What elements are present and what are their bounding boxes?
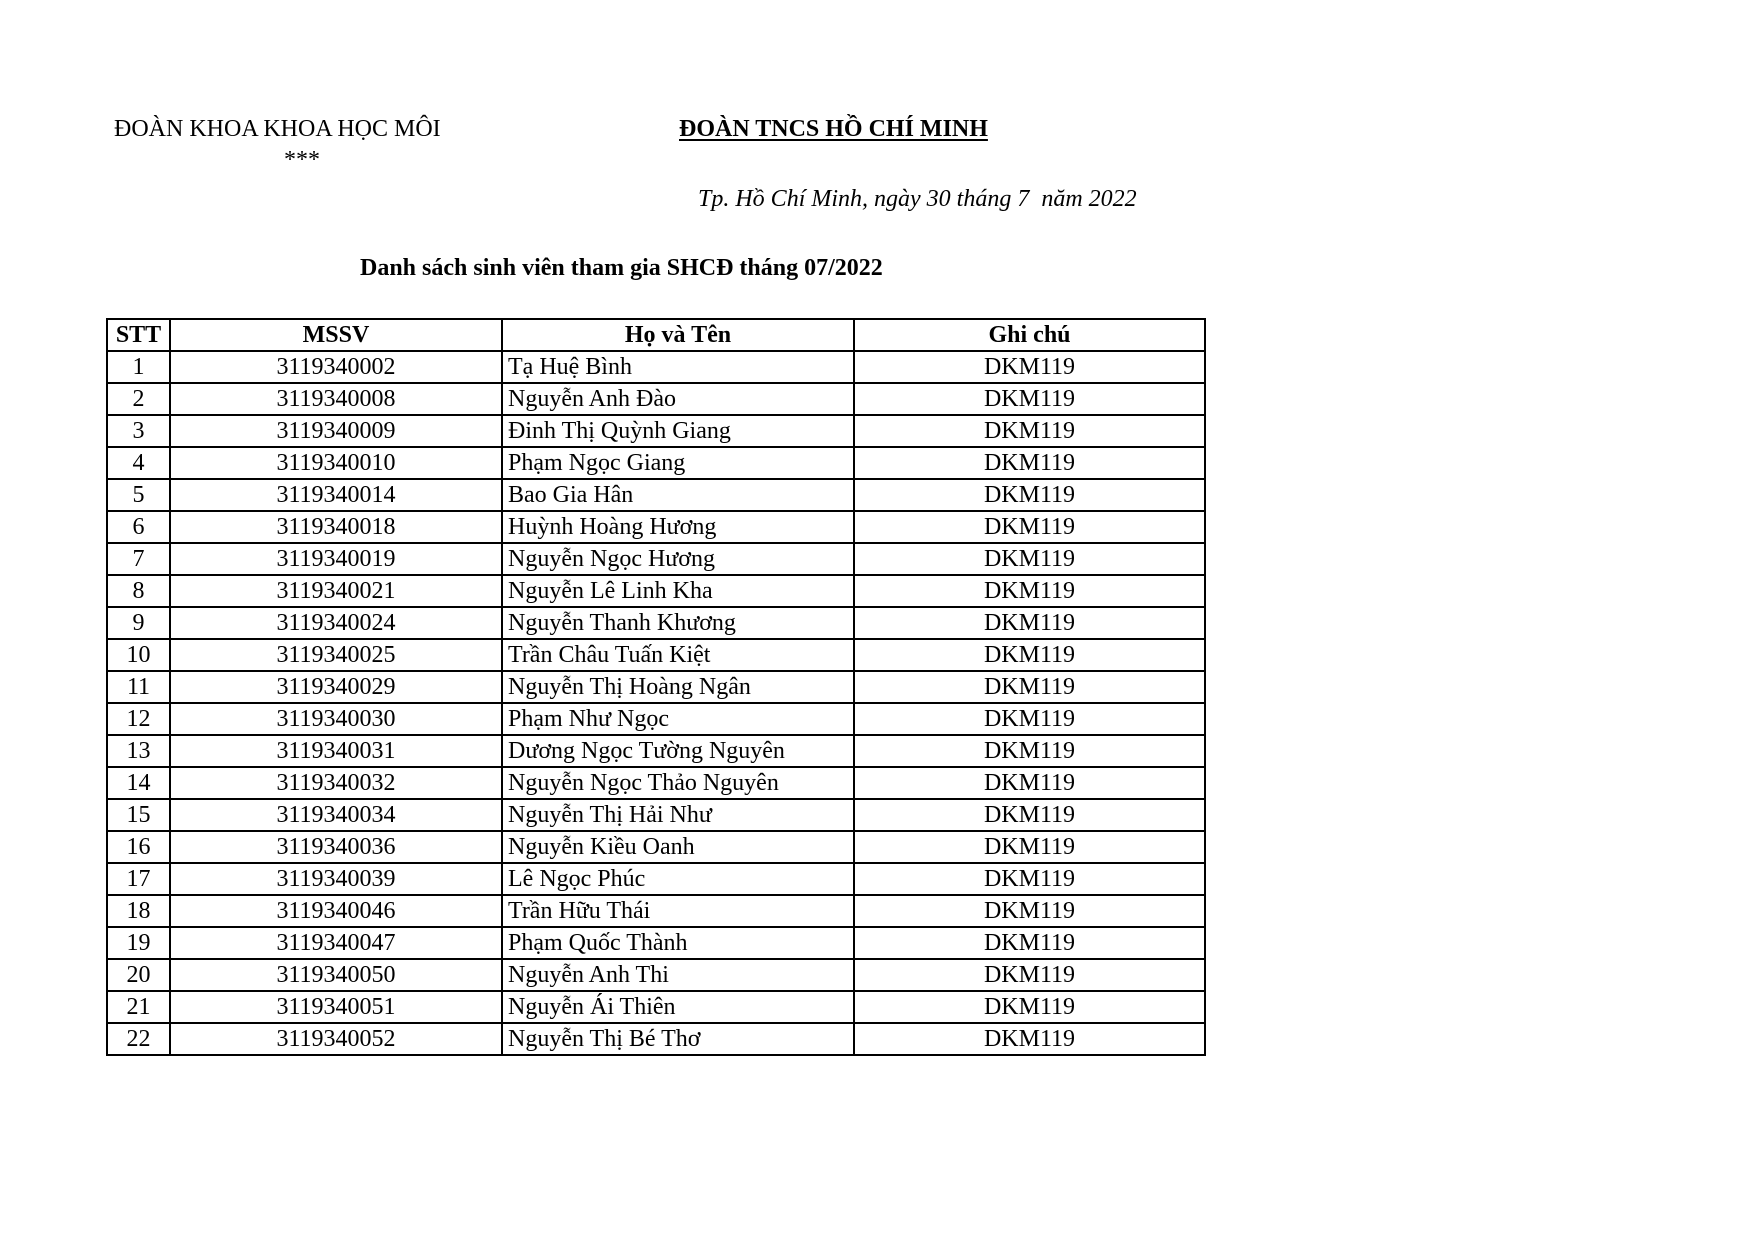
cell-name: Nguyễn Thị Bé Thơ [502, 1023, 854, 1055]
cell-mssv: 3119340047 [170, 927, 502, 959]
cell-name: Nguyễn Thị Hoàng Ngân [502, 671, 854, 703]
cell-stt: 10 [107, 639, 170, 671]
cell-name: Trần Châu Tuấn Kiệt [502, 639, 854, 671]
cell-stt: 12 [107, 703, 170, 735]
cell-note: DKM119 [854, 959, 1205, 991]
table-row [107, 543, 1205, 575]
table-row [107, 415, 1205, 447]
cell-name: Tạ Huệ Bình [502, 351, 854, 383]
table-row [107, 1023, 1205, 1055]
cell-name: Nguyễn Kiều Oanh [502, 831, 854, 863]
cell-note: DKM119 [854, 927, 1205, 959]
cell-note: DKM119 [854, 607, 1205, 639]
cell-stt: 11 [107, 671, 170, 703]
cell-mssv: 3119340031 [170, 735, 502, 767]
cell-note: DKM119 [854, 639, 1205, 671]
cell-name: Nguyễn Thanh Khương [502, 607, 854, 639]
table-row [107, 671, 1205, 703]
table-body [107, 351, 1205, 1055]
cell-stt: 1 [107, 351, 170, 383]
cell-note: DKM119 [854, 671, 1205, 703]
cell-mssv: 3119340029 [170, 671, 502, 703]
cell-mssv: 3119340032 [170, 767, 502, 799]
org-left-stars: *** [284, 147, 320, 173]
table-row [107, 639, 1205, 671]
student-list-table [106, 318, 1206, 1056]
cell-stt: 3 [107, 415, 170, 447]
header-mssv: MSSV [170, 319, 502, 351]
cell-mssv: 3119340046 [170, 895, 502, 927]
header-stt: STT [107, 319, 170, 351]
cell-mssv: 3119340014 [170, 479, 502, 511]
cell-name: Nguyễn Ngọc Thảo Nguyên [502, 767, 854, 799]
table-row [107, 479, 1205, 511]
table-row [107, 351, 1205, 383]
table-row [107, 575, 1205, 607]
cell-stt: 6 [107, 511, 170, 543]
cell-stt: 14 [107, 767, 170, 799]
table-row [107, 383, 1205, 415]
cell-name: Nguyễn Lê Linh Kha [502, 575, 854, 607]
cell-name: Bao Gia Hân [502, 479, 854, 511]
table-row [107, 895, 1205, 927]
cell-name: Nguyễn Anh Đào [502, 383, 854, 415]
cell-mssv: 3119340021 [170, 575, 502, 607]
date-line: Tp. Hồ Chí Minh, ngày 30 tháng 7 năm 2022 [698, 186, 1137, 212]
cell-stt: 22 [107, 1023, 170, 1055]
cell-mssv: 3119340034 [170, 799, 502, 831]
cell-mssv: 3119340008 [170, 383, 502, 415]
cell-stt: 20 [107, 959, 170, 991]
cell-stt: 8 [107, 575, 170, 607]
header-note: Ghi chú [854, 319, 1205, 351]
cell-stt: 5 [107, 479, 170, 511]
cell-name: Nguyễn Anh Thi [502, 959, 854, 991]
cell-stt: 16 [107, 831, 170, 863]
cell-mssv: 3119340052 [170, 1023, 502, 1055]
cell-stt: 4 [107, 447, 170, 479]
cell-stt: 2 [107, 383, 170, 415]
cell-stt: 9 [107, 607, 170, 639]
cell-name: Nguyễn Ái Thiên [502, 991, 854, 1023]
cell-stt: 15 [107, 799, 170, 831]
org-left-name: ĐOÀN KHOA KHOA HỌC MÔI [114, 116, 441, 142]
table-header-row [107, 319, 1205, 351]
cell-mssv: 3119340018 [170, 511, 502, 543]
cell-name: Lê Ngọc Phúc [502, 863, 854, 895]
cell-note: DKM119 [854, 831, 1205, 863]
cell-stt: 21 [107, 991, 170, 1023]
cell-name: Nguyễn Thị Hải Như [502, 799, 854, 831]
cell-note: DKM119 [854, 383, 1205, 415]
cell-name: Đinh Thị Quỳnh Giang [502, 415, 854, 447]
cell-note: DKM119 [854, 991, 1205, 1023]
cell-stt: 7 [107, 543, 170, 575]
cell-stt: 17 [107, 863, 170, 895]
cell-note: DKM119 [854, 767, 1205, 799]
document-title: Danh sách sinh viên tham gia SHCĐ tháng 07/2022 [360, 255, 883, 281]
cell-note: DKM119 [854, 479, 1205, 511]
table-row [107, 863, 1205, 895]
cell-name: Trần Hữu Thái [502, 895, 854, 927]
table-row [107, 511, 1205, 543]
cell-mssv: 3119340010 [170, 447, 502, 479]
cell-mssv: 3119340030 [170, 703, 502, 735]
cell-note: DKM119 [854, 735, 1205, 767]
cell-mssv: 3119340025 [170, 639, 502, 671]
cell-mssv: 3119340024 [170, 607, 502, 639]
table-row [107, 703, 1205, 735]
table-row [107, 799, 1205, 831]
org-right-name: ĐOÀN TNCS HỒ CHÍ MINH [679, 116, 988, 142]
header-name: Họ và Tên [502, 319, 854, 351]
cell-name: Dương Ngọc Tường Nguyên [502, 735, 854, 767]
cell-note: DKM119 [854, 895, 1205, 927]
table-row [107, 735, 1205, 767]
table-row [107, 959, 1205, 991]
cell-note: DKM119 [854, 543, 1205, 575]
table-row [107, 447, 1205, 479]
table-row [107, 767, 1205, 799]
cell-name: Nguyễn Ngọc Hương [502, 543, 854, 575]
cell-stt: 13 [107, 735, 170, 767]
table-row [107, 607, 1205, 639]
cell-note: DKM119 [854, 575, 1205, 607]
cell-note: DKM119 [854, 799, 1205, 831]
cell-mssv: 3119340051 [170, 991, 502, 1023]
cell-name: Phạm Quốc Thành [502, 927, 854, 959]
cell-mssv: 3119340002 [170, 351, 502, 383]
cell-mssv: 3119340039 [170, 863, 502, 895]
cell-note: DKM119 [854, 351, 1205, 383]
cell-note: DKM119 [854, 447, 1205, 479]
cell-note: DKM119 [854, 415, 1205, 447]
table-row [107, 927, 1205, 959]
table-row [107, 991, 1205, 1023]
cell-note: DKM119 [854, 863, 1205, 895]
table-row [107, 831, 1205, 863]
cell-mssv: 3119340036 [170, 831, 502, 863]
cell-note: DKM119 [854, 1023, 1205, 1055]
cell-name: Phạm Như Ngọc [502, 703, 854, 735]
cell-stt: 19 [107, 927, 170, 959]
cell-note: DKM119 [854, 703, 1205, 735]
cell-mssv: 3119340050 [170, 959, 502, 991]
cell-note: DKM119 [854, 511, 1205, 543]
cell-name: Huỳnh Hoàng Hương [502, 511, 854, 543]
cell-stt: 18 [107, 895, 170, 927]
cell-name: Phạm Ngọc Giang [502, 447, 854, 479]
cell-mssv: 3119340019 [170, 543, 502, 575]
cell-mssv: 3119340009 [170, 415, 502, 447]
